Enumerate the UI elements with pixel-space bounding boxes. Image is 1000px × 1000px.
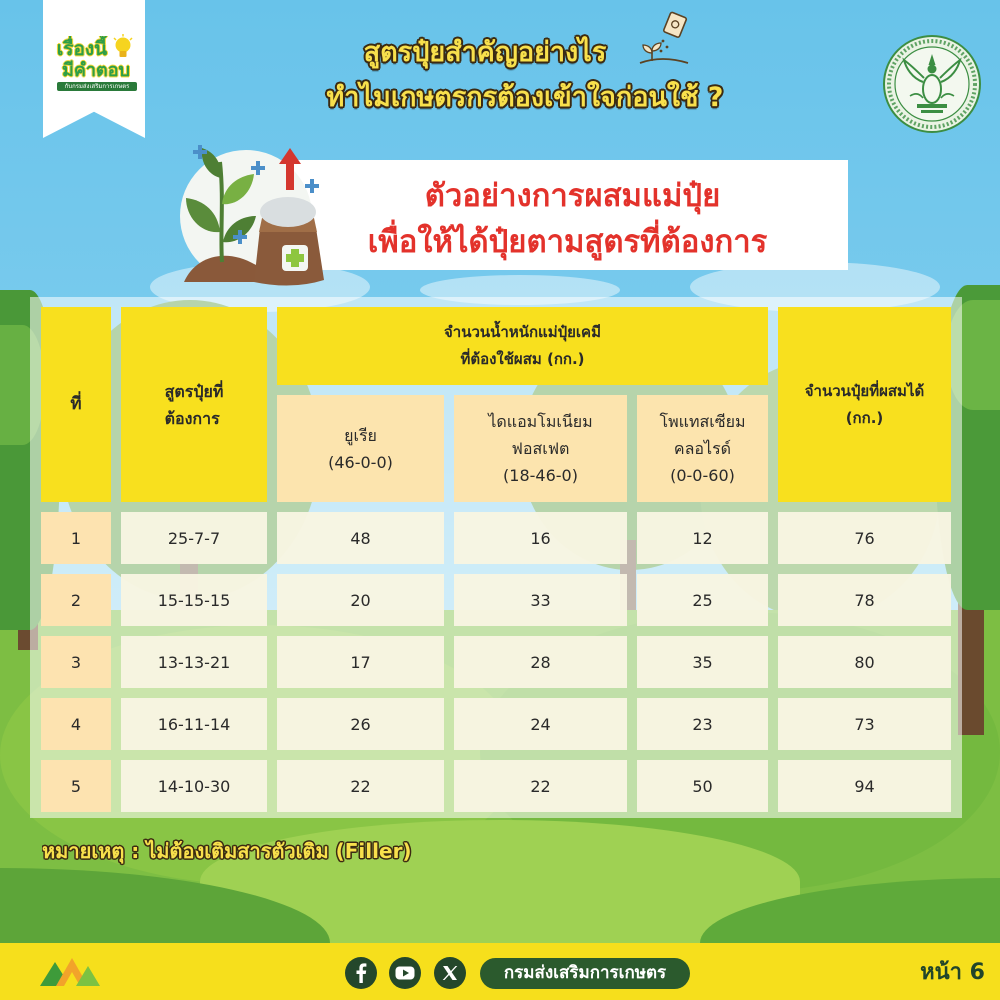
header-total [778, 307, 951, 502]
lightbulb-icon [112, 34, 134, 62]
cell-dap: 24 [454, 698, 627, 750]
logo-line1: เรื่องนี้ [56, 38, 108, 60]
header-dap-line3: (18-46-0) [503, 466, 578, 485]
cell-dap: 28 [454, 636, 627, 688]
cell-kcl: 25 [637, 574, 768, 626]
header-kcl-line1: โพแทสเซียม [659, 412, 746, 431]
fertilizer-plant-illustration [180, 140, 330, 290]
header-dap [454, 395, 627, 502]
header-total-line2: (กก.) [845, 408, 884, 427]
cell-formula: 15-15-15 [121, 574, 267, 626]
seed-sprout-icon [636, 8, 696, 68]
department-seal-icon [882, 34, 982, 134]
logo-tagline: กับกรมส่งเสริมการเกษตร [57, 82, 137, 91]
cell-no: 3 [41, 636, 111, 688]
header-urea-line2: (46-0-0) [328, 452, 393, 472]
cell-total: 73 [778, 698, 951, 750]
cell-total: 76 [778, 512, 951, 564]
header-group-weight [277, 307, 768, 385]
facebook-icon[interactable] [345, 957, 377, 989]
youtube-icon[interactable] [389, 957, 421, 989]
cell-total: 80 [778, 636, 951, 688]
cell-kcl: 12 [637, 512, 768, 564]
cell-no: 1 [41, 512, 111, 564]
department-logo-icon [38, 956, 102, 988]
subtitle-line1: ตัวอย่างการผสมแม่ปุ๋ย [424, 178, 721, 214]
logo-line2: มีคำตอบ [62, 60, 130, 81]
header-dap-line2: ฟอสเฟต [511, 439, 570, 458]
cell-kcl: 50 [637, 760, 768, 812]
cell-formula: 13-13-21 [121, 636, 267, 688]
cell-no: 4 [41, 698, 111, 750]
cell-total: 78 [778, 574, 951, 626]
cell-urea: 22 [277, 760, 444, 812]
header-formula [121, 307, 267, 502]
cell-formula: 25-7-7 [121, 512, 267, 564]
page-title-line2: ทำไมเกษตรกรต้องเข้าใจก่อนใช้ ? [326, 82, 724, 113]
header-no-label: ที่ [70, 394, 82, 414]
cell-urea: 17 [277, 636, 444, 688]
cell-dap: 33 [454, 574, 627, 626]
header-kcl-line3: (0-0-60) [670, 466, 735, 485]
cell-dap: 22 [454, 760, 627, 812]
cell-kcl: 35 [637, 636, 768, 688]
header-no [41, 307, 111, 502]
header-formula-line1: สูตรปุ๋ยที่ [164, 381, 224, 401]
fertilizer-mix-table-panel [30, 297, 962, 818]
cell-urea: 48 [277, 512, 444, 564]
fertilizer-mix-table [41, 307, 951, 812]
header-dap-line1: ไดแอมโมเนียม [488, 412, 593, 431]
header-total-line1: จำนวนปุ๋ยที่ผสมได้ [804, 381, 925, 400]
subtitle-line2: เพื่อให้ได้ปุ๋ยตามสูตรที่ต้องการ [367, 224, 768, 260]
cell-total: 94 [778, 760, 951, 812]
header-kcl [637, 395, 768, 502]
header-group-line2: ที่ต้องใช้ผสม (กก.) [460, 350, 585, 368]
cell-no: 5 [41, 760, 111, 812]
cell-formula: 14-10-30 [121, 760, 267, 812]
cell-dap: 16 [454, 512, 627, 564]
x-icon[interactable] [434, 957, 466, 989]
header-formula-line2: ต้องการ [164, 408, 220, 428]
header-group-line1: จำนวนน้ำหนักแม่ปุ๋ยเคมี [444, 323, 601, 341]
page-number: หน้า 6 [920, 960, 985, 985]
cell-kcl: 23 [637, 698, 768, 750]
page-title-line1: สูตรปุ๋ยสำคัญอย่างไร [363, 37, 607, 68]
cell-no: 2 [41, 574, 111, 626]
cell-formula: 16-11-14 [121, 698, 267, 750]
cell-urea: 20 [277, 574, 444, 626]
organization-name-badge[interactable]: กรมส่งเสริมการเกษตร [480, 958, 690, 989]
table-note: หมายเหตุ : ไม่ต้องเติมสารตัวเติม (Filler) [42, 839, 412, 863]
header-urea [277, 395, 444, 502]
header-urea-line1: ยูเรีย [344, 425, 377, 445]
cell-urea: 26 [277, 698, 444, 750]
header-kcl-line2: คลอไรด์ [673, 439, 732, 458]
